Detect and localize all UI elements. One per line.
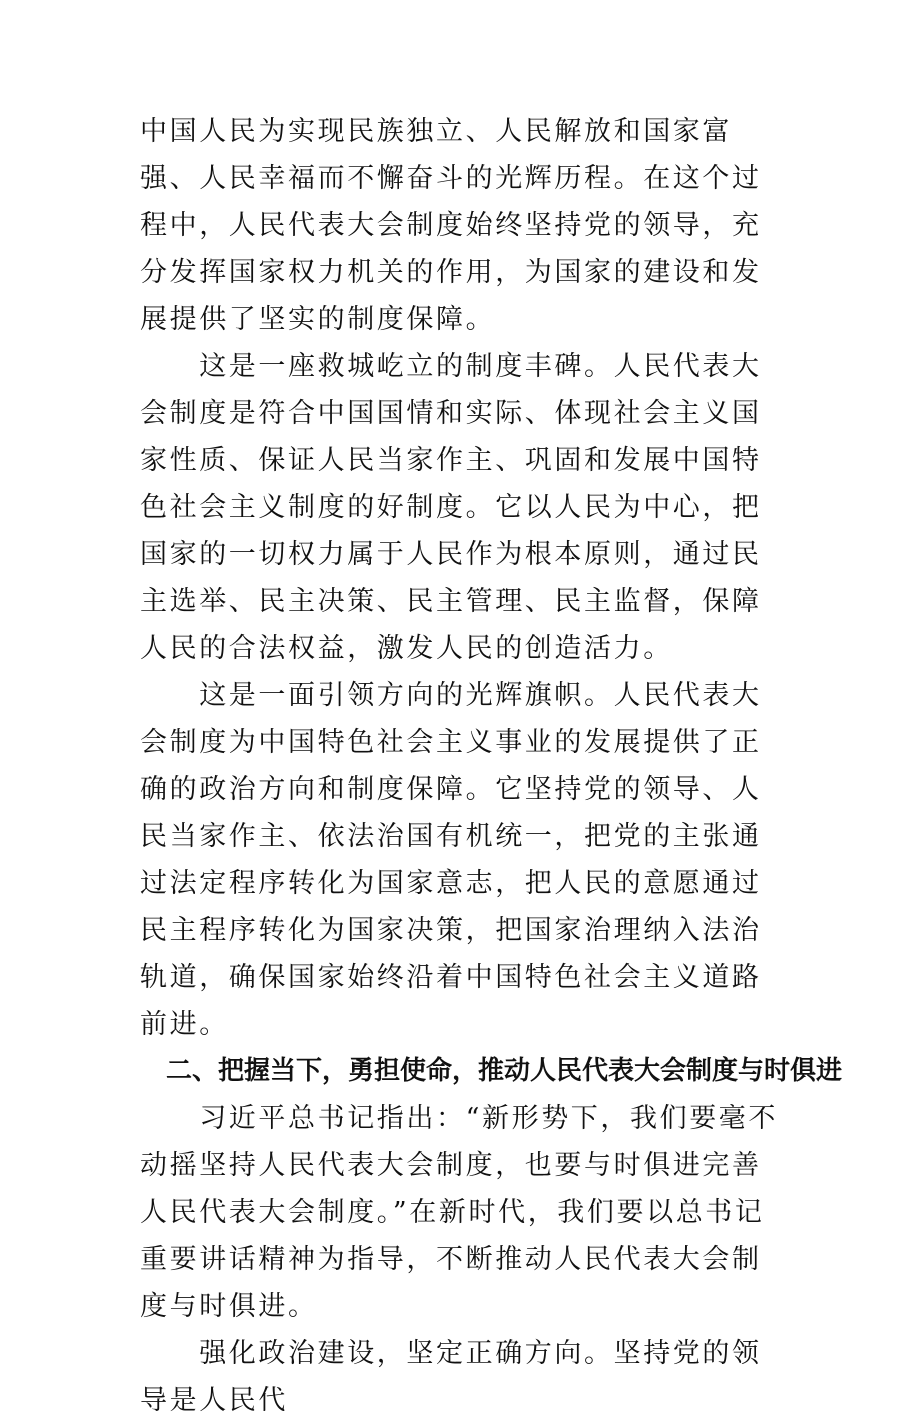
paragraph-4: 习近平总书记指出：“新形势下，我们要毫不动摇坚持人民代表大会制度，也要与时俱进完善人民代表大会制度。”在新时代，我们要以总书记重要讲话精神为指导，不断推动人民代表大会制度与时俱进。: [140, 1103, 779, 1322]
paragraph-3: 这是一面引领方向的光辉旗帜。人民代表大会制度为中国特色社会主义事业的发展提供了正确的政治方向和制度保障。它坚持党的领导、人民当家作主、依法治国有机统一，把党的主张通过法定程序转化为国家意志，把人民的意愿通过民主程序转化为国家决策，把国家治理纳入法治轨道，确保国家始终沿着中国特色社会主义道路前进。: [140, 680, 762, 1040]
paragraph-1: 中国人民为实现民族独立、人民解放和国家富强、人民幸福而不懈奋斗的光辉历程。在这个过程中，人民代表大会制度始终坚持党的领导，充分发挥国家权力机关的作用，为国家的建设和发展提供了坚实的制度保障。: [140, 116, 762, 335]
paragraph-2: 这是一座救城屹立的制度丰碑。人民代表大会制度是符合中国国情和实际、体现社会主义国家性质、保证人民当家作主、巩固和发展中国特色社会主义制度的好制度。它以人民为中心，把国家的一切权力属于人民作为根本原则，通过民主选举、民主决策、民主管理、民主监督，保障人民的合法权益，激发人民的创造活力。: [140, 351, 762, 664]
document-body: [140, 108, 843, 1424]
section-heading: 二、把握当下，勇担使命，推动人民代表大会制度与时俱进: [140, 1056, 843, 1086]
paragraph-5: 强化政治建设，坚定正确方向。坚持党的领导是人民代: [140, 1338, 762, 1416]
